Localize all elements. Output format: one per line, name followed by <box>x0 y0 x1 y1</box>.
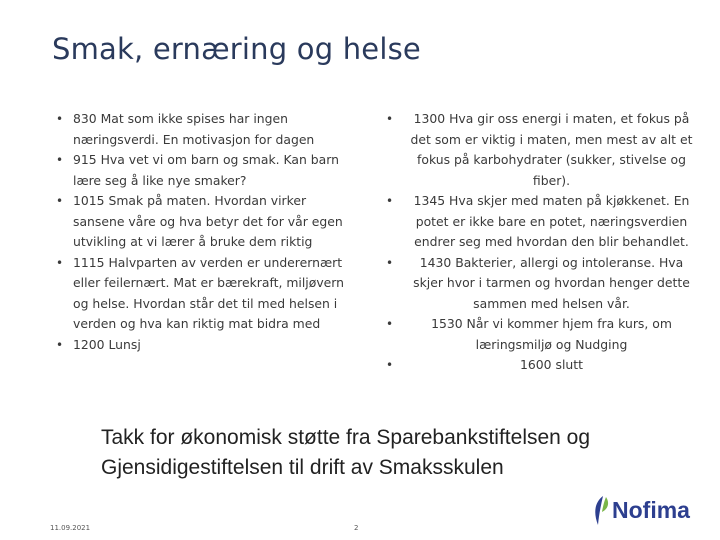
page-number: 2 <box>354 524 359 532</box>
bullet-icon: • <box>386 194 394 208</box>
agenda-item-text: 1530 Når vi kommer hjem fra kurs, om læringsmiljø og Nudging <box>431 316 672 352</box>
slide-title: Smak, ernæring og helse <box>52 32 421 66</box>
bullet-icon: • <box>56 194 64 208</box>
agenda-item-text: 1015 Smak på maten. Hvordan virker sansene våre og hva betyr det for vår egen utvikling at vi lærer å bruke dem riktig <box>73 193 343 249</box>
list-item <box>56 335 361 356</box>
agenda-item-text: 830 Mat som ikke spises har ingen næringsverdi. En motivasjon for dagen <box>73 111 315 147</box>
list-item <box>386 191 698 253</box>
list-item <box>386 253 698 315</box>
list-item <box>56 150 361 191</box>
agenda-item-text: 1600 slutt <box>520 357 583 372</box>
nofima-swoosh-icon <box>590 494 612 528</box>
bullet-icon: • <box>56 255 64 270</box>
agenda-item-text: 1300 Hva gir oss energi i maten, et fokus på det som er viktig i maten, men mest av alt et fokus på karbohydrater (sukker, stivelse og fiber). <box>410 111 693 188</box>
agenda-item-text: 915 Hva vet vi om barn og smak. Kan barn lære seg å like nye smaker? <box>73 152 339 188</box>
list-item <box>386 314 698 355</box>
logo-wordmark: Nofima <box>612 497 690 523</box>
bullet-icon: • <box>56 112 64 126</box>
bullet-icon: • <box>386 317 394 331</box>
bullet-icon: • <box>56 337 64 352</box>
agenda-item-text: 1345 Hva skjer med maten på kjøkkenet. En potet er ikke bare en potet, næringsverdien endrer seg med hvordan den blir behandlet. <box>413 193 690 249</box>
agenda-right-list <box>386 109 698 376</box>
bullet-icon: • <box>386 255 394 270</box>
funding-acknowledgement: Takk for økonomisk støtte fra Sparebankstiftelsen og Gjensidigestiftelsen til drift av Smaksskulen <box>101 426 591 479</box>
footer-date: 11.09.2021 <box>50 524 91 532</box>
agenda-item-text: 1200 Lunsj <box>73 336 141 352</box>
list-item <box>56 109 361 150</box>
nofima-logo <box>590 494 700 528</box>
agenda-item-text: 1115 Halvparten av verden er underernært eller feilernært. Mat er bærekraft, miljøvern og helse. Hvordan står det til med helsen i verden og hva kan riktig mat bidra med <box>73 254 345 331</box>
list-item <box>386 355 698 376</box>
bullet-icon: • <box>386 358 394 372</box>
agenda-item-text: 1430 Bakterier, allergi og intoleranse. Hva skjer hvor i tarmen og hvordan henger dette sammen med helsen vår. <box>413 254 690 311</box>
agenda-left-list <box>56 109 361 355</box>
list-item <box>56 191 361 253</box>
bullet-icon: • <box>386 112 394 126</box>
bullet-icon: • <box>56 153 64 167</box>
list-item <box>56 253 361 335</box>
list-item <box>386 109 698 191</box>
